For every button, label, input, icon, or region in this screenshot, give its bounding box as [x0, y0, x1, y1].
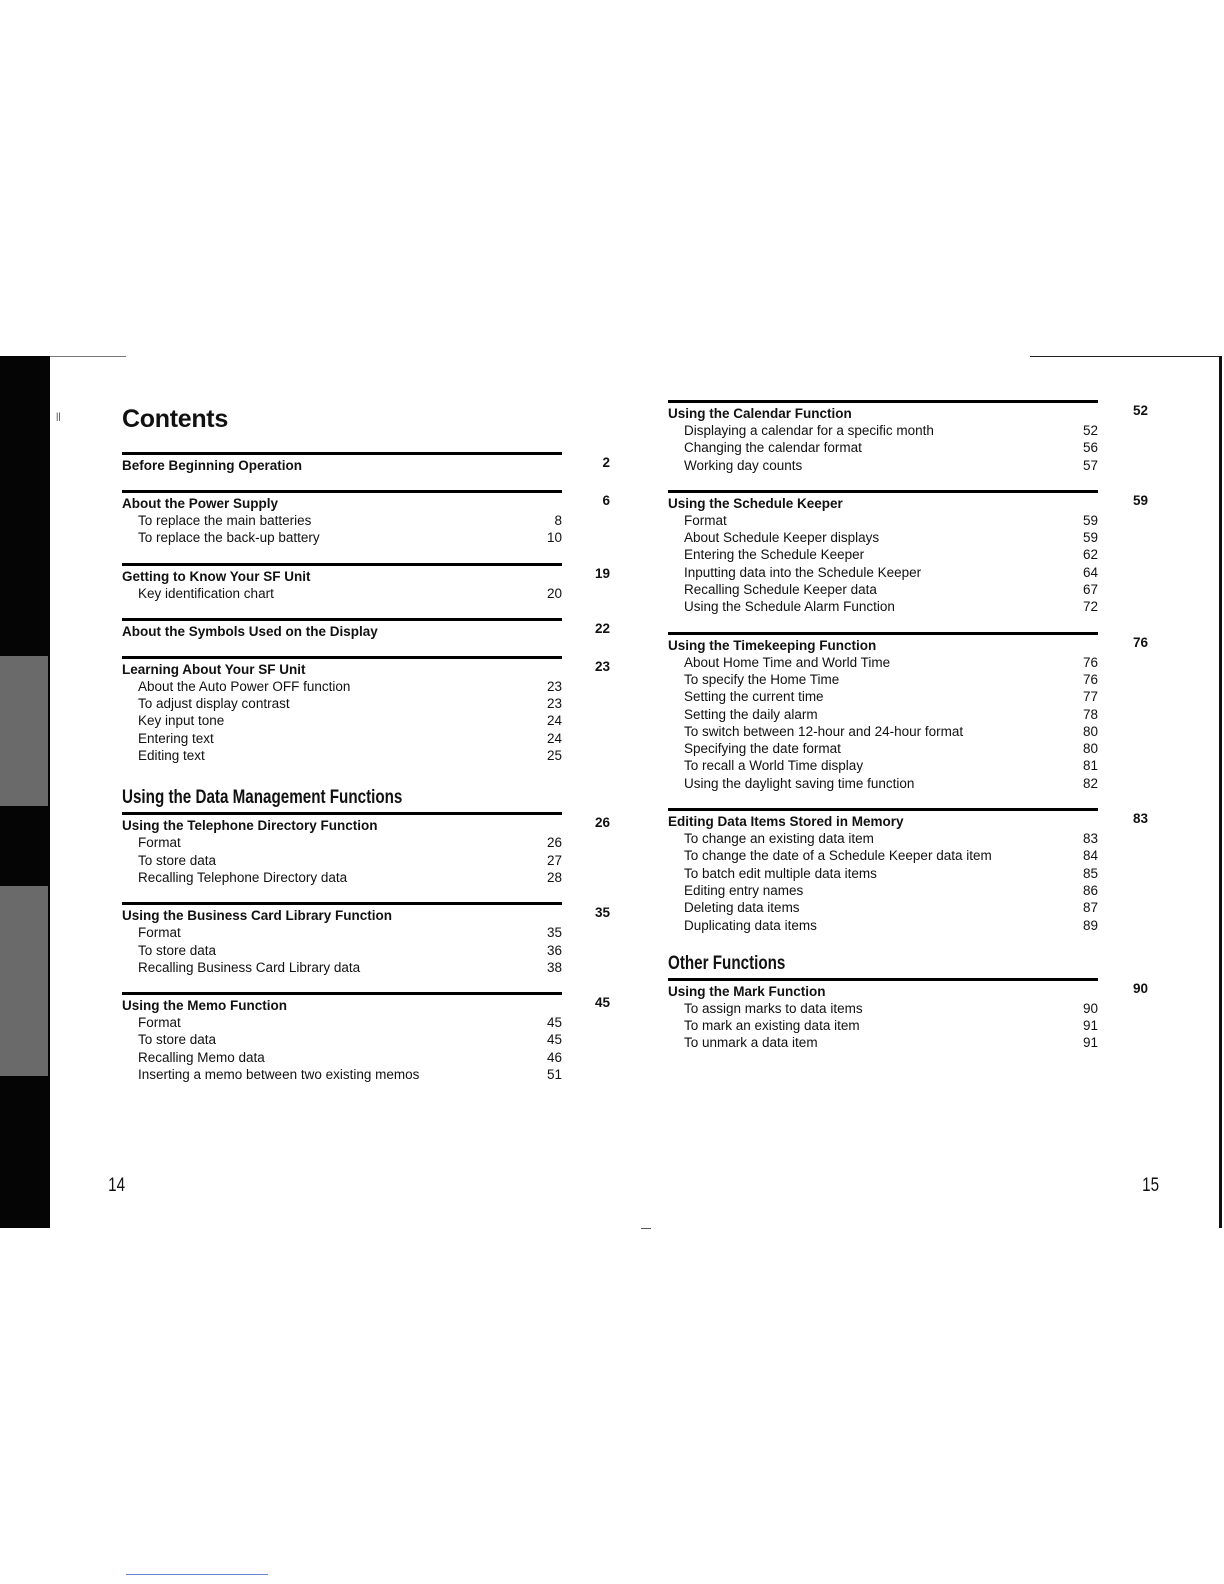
- toc-entry-text: Recalling Schedule Keeper data: [684, 582, 877, 598]
- toc-entry-page: 10: [546, 530, 562, 546]
- scan-corner-mark: ||: [56, 411, 61, 421]
- toc-entry-page: 59: [1082, 512, 1098, 528]
- scan-stain: [0, 886, 48, 1076]
- toc-entry-text: To change the date of a Schedule Keeper data item: [684, 848, 992, 864]
- toc-entry-page: 8: [554, 513, 562, 528]
- section-entries: [122, 1014, 562, 1083]
- toc-entry-page: 38: [546, 959, 562, 975]
- toc-entry-page: 57: [1082, 457, 1098, 473]
- section-title[interactable]: Using the Timekeeping Function: [668, 637, 877, 653]
- toc-section: [122, 812, 610, 886]
- scan-frame-line: [50, 356, 126, 357]
- toc-section: [668, 978, 1152, 1052]
- toc-entry[interactable]: [668, 865, 1098, 882]
- section-entries: [122, 834, 562, 886]
- section-title-row: [122, 812, 562, 834]
- toc-entry[interactable]: [668, 882, 1098, 899]
- scan-frame-left: [0, 356, 50, 1228]
- toc-section: [122, 452, 610, 474]
- toc-entry[interactable]: [122, 529, 562, 546]
- toc-entry-page: 90: [1082, 1000, 1098, 1016]
- toc-entry-text: Format: [138, 835, 181, 851]
- toc-entry-page: 26: [546, 835, 562, 851]
- section-title[interactable]: Learning About Your SF Unit: [122, 661, 306, 677]
- page-number-right: 15: [1142, 1175, 1160, 1196]
- toc-entry-page: 77: [1082, 689, 1098, 705]
- toc-entry[interactable]: [668, 917, 1098, 934]
- toc-entry-text: Displaying a calendar for a specific month: [684, 423, 934, 438]
- toc-entry[interactable]: [668, 688, 1098, 705]
- toc-entry-text: To batch edit multiple data items: [684, 865, 877, 881]
- toc-entry-text: Working day counts: [684, 457, 803, 473]
- toc-entry-text: Recalling Telephone Directory data: [138, 869, 348, 885]
- toc-entry-text: Deleting data items: [684, 900, 800, 916]
- section-page-number: 6: [602, 493, 610, 508]
- section-page-number: 59: [1132, 492, 1148, 508]
- section-title-row: [122, 992, 562, 1014]
- toc-entry-page: 25: [546, 748, 562, 764]
- section-page-number: 90: [1132, 980, 1148, 996]
- section-title-row: [122, 902, 562, 924]
- toc-entry[interactable]: [122, 924, 562, 941]
- left-page: [122, 400, 610, 1099]
- toc-entry-text: Key identification chart: [138, 585, 274, 601]
- section-title-row: [122, 618, 562, 640]
- section-page-number: 45: [594, 995, 610, 1011]
- toc-entry-text: To assign marks to data items: [684, 1000, 863, 1016]
- toc-entry[interactable]: [668, 439, 1098, 456]
- scan-frame-line: [1030, 356, 1220, 357]
- toc-entry-text: Duplicating data items: [684, 917, 817, 933]
- toc-entry-page: 82: [1082, 775, 1098, 791]
- toc-entry-text: To replace the back-up battery: [138, 530, 320, 546]
- toc-entry-text: Recalling Memo data: [138, 1049, 265, 1065]
- toc-entry-page: 85: [1082, 865, 1098, 881]
- toc-entry[interactable]: [668, 1000, 1098, 1017]
- section-title[interactable]: Using the Business Card Library Function: [122, 908, 393, 924]
- toc-entry[interactable]: [668, 847, 1098, 864]
- toc-entry-text: Editing entry names: [684, 882, 804, 898]
- part-heading: Using the Data Management Functions: [122, 787, 403, 809]
- toc-entry-text: Setting the daily alarm: [684, 706, 818, 722]
- section-title-row: [668, 808, 1098, 830]
- scan-bottom-dash: [641, 1228, 651, 1229]
- toc-entry-text: To replace the main batteries: [138, 513, 312, 528]
- right-page: [668, 400, 1152, 1068]
- section-page-number: 83: [1132, 811, 1148, 827]
- toc-section-list: [668, 400, 1152, 934]
- page-title: Contents: [122, 405, 228, 433]
- toc-section: [122, 618, 610, 640]
- toc-entry-text: To specify the Home Time: [684, 671, 840, 687]
- toc-entry[interactable]: [122, 852, 562, 869]
- toc-section-list: [668, 978, 1152, 1052]
- section-page-number: 26: [594, 815, 610, 831]
- toc-entry-page: 46: [546, 1049, 562, 1065]
- section-title[interactable]: Using the Mark Function: [668, 983, 826, 999]
- section-entries: [122, 678, 562, 764]
- section-entries: [668, 830, 1098, 934]
- toc-entry[interactable]: [668, 706, 1098, 723]
- section-entries: [668, 654, 1098, 792]
- toc-entry-text: Using the daylight saving time function: [684, 775, 915, 791]
- section-page-number: 76: [1132, 634, 1148, 650]
- toc-entry-text: To store data: [138, 1032, 217, 1048]
- toc-entry[interactable]: [668, 598, 1098, 615]
- toc-entry-text: Format: [138, 925, 181, 941]
- toc-entry-text: Entering the Schedule Keeper: [684, 547, 865, 563]
- toc-entry-text: Recalling Business Card Library data: [138, 959, 361, 975]
- toc-entry-page: 64: [1082, 564, 1098, 580]
- toc-entry[interactable]: [668, 654, 1098, 671]
- toc-entry[interactable]: [668, 671, 1098, 688]
- toc-entry[interactable]: [668, 830, 1098, 847]
- section-entries: [668, 1000, 1098, 1052]
- toc-entry[interactable]: [122, 585, 562, 602]
- toc-entry-page: 24: [546, 713, 562, 729]
- toc-entry-page: 45: [546, 1032, 562, 1048]
- section-title-row: [122, 452, 562, 474]
- toc-entry-page: 20: [546, 585, 562, 601]
- toc-entry-text: Format: [684, 512, 727, 528]
- toc-entry-page: 91: [1082, 1035, 1098, 1051]
- section-title-row: [668, 400, 1098, 422]
- section-entries: [668, 422, 1098, 474]
- toc-entry-text: Key input tone: [138, 713, 225, 729]
- section-title-row: [668, 632, 1098, 654]
- toc-entry-page: 83: [1082, 831, 1098, 847]
- toc-entry-page: 67: [1082, 582, 1098, 598]
- toc-entry-page: 36: [546, 942, 562, 958]
- section-title-row: [668, 490, 1098, 512]
- toc-entry[interactable]: [122, 678, 562, 695]
- toc-entry-page: 86: [1082, 882, 1098, 898]
- toc-entry-text: About Home Time and World Time: [684, 654, 891, 670]
- toc-entry-page: 80: [1082, 741, 1098, 757]
- toc-section-list: [122, 812, 610, 1083]
- toc-entry-text: About Schedule Keeper displays: [684, 530, 880, 546]
- section-title-row: [122, 563, 562, 585]
- toc-entry[interactable]: [122, 712, 562, 729]
- toc-entry[interactable]: [122, 730, 562, 747]
- section-page-number: 2: [602, 455, 610, 470]
- toc-entry-page: 78: [1082, 706, 1098, 722]
- toc-entry-text: About the Auto Power OFF function: [138, 678, 351, 694]
- toc-entry-text: To store data: [138, 942, 217, 958]
- scan-frame-right-edge: [1219, 356, 1222, 1228]
- toc-entry[interactable]: [122, 1066, 562, 1083]
- toc-entry-page: 72: [1082, 599, 1098, 615]
- toc-entry[interactable]: [668, 775, 1098, 792]
- toc-entry-page: 81: [1082, 758, 1098, 774]
- section-entries: [122, 924, 562, 976]
- toc-entry-page: 62: [1082, 547, 1098, 563]
- scan-stain: [0, 656, 48, 806]
- toc-section: [122, 992, 610, 1083]
- toc-entry-text: To recall a World Time display: [684, 758, 864, 774]
- toc-entry-page: 35: [546, 925, 562, 941]
- section-entries: [122, 512, 562, 547]
- section-page-number: 19: [594, 565, 610, 581]
- toc-section: [668, 808, 1152, 934]
- toc-entry-text: To store data: [138, 852, 217, 868]
- toc-entry-page: 87: [1082, 900, 1098, 916]
- toc-entry-page: 80: [1082, 723, 1098, 739]
- toc-entry-page: 45: [546, 1015, 562, 1031]
- toc-entry-text: Changing the calendar format: [684, 440, 862, 456]
- toc-entry[interactable]: [668, 899, 1098, 916]
- toc-section: [122, 563, 610, 602]
- toc-entry[interactable]: [668, 512, 1098, 529]
- section-title-row: [122, 656, 562, 678]
- toc-entry[interactable]: [122, 942, 562, 959]
- toc-entry-page: 24: [546, 730, 562, 746]
- toc-entry[interactable]: [122, 512, 562, 529]
- toc-entry-text: Inserting a memo between two existing memos: [138, 1067, 420, 1083]
- toc-entry[interactable]: [668, 581, 1098, 598]
- toc-section: [668, 400, 1152, 474]
- toc-section: [122, 656, 610, 764]
- toc-entry-page: 56: [1082, 440, 1098, 456]
- section-page-number: 35: [594, 905, 610, 921]
- toc-entry-text: Setting the current time: [684, 689, 824, 705]
- toc-entry-text: Editing text: [138, 748, 205, 764]
- toc-entry[interactable]: [668, 723, 1098, 740]
- page-number-left: 14: [108, 1175, 126, 1196]
- toc-entry[interactable]: [122, 834, 562, 851]
- toc-entry-page: 23: [546, 696, 562, 712]
- toc-entry[interactable]: [668, 740, 1098, 757]
- toc-section: [122, 902, 610, 976]
- toc-entry[interactable]: [122, 747, 562, 764]
- toc-entry-text: To change an existing data item: [684, 831, 874, 847]
- section-title[interactable]: Using the Memo Function: [122, 998, 287, 1014]
- section-title[interactable]: Using the Schedule Keeper: [668, 495, 843, 511]
- toc-entry[interactable]: [122, 1031, 562, 1048]
- toc-entry-text: Inputting data into the Schedule Keeper: [684, 564, 922, 580]
- section-title[interactable]: Getting to Know Your SF Unit: [122, 568, 311, 584]
- section-title-row: [122, 490, 562, 512]
- toc-entry[interactable]: [122, 695, 562, 712]
- toc-section: [668, 632, 1152, 792]
- toc-entry-text: Specifying the date format: [684, 741, 841, 757]
- toc-entry-text: Entering text: [138, 730, 214, 746]
- part-heading: Other Functions: [668, 952, 786, 974]
- section-title[interactable]: About the Symbols Used on the Display: [122, 623, 378, 639]
- toc-entry[interactable]: [668, 457, 1098, 474]
- section-title[interactable]: Using the Calendar Function: [668, 406, 852, 421]
- toc-entry[interactable]: [122, 959, 562, 976]
- toc-entry[interactable]: [668, 1034, 1098, 1051]
- toc-section: [122, 490, 610, 547]
- toc-entry-page: 76: [1082, 671, 1098, 687]
- toc-entry[interactable]: [122, 1014, 562, 1031]
- toc-entry-page: 52: [1082, 423, 1098, 438]
- toc-entry-text: To unmark a data item: [684, 1035, 818, 1051]
- toc-entry-page: 91: [1082, 1018, 1098, 1034]
- toc-entry[interactable]: [668, 529, 1098, 546]
- toc-entry[interactable]: [668, 757, 1098, 774]
- toc-entry[interactable]: [668, 546, 1098, 563]
- section-page-number: 52: [1132, 403, 1148, 418]
- toc-entry-text: Using the Schedule Alarm Function: [684, 599, 895, 615]
- section-title[interactable]: Before Beginning Operation: [122, 458, 303, 473]
- toc-entry[interactable]: [122, 869, 562, 886]
- section-entries: [122, 585, 562, 602]
- toc-entry-page: 76: [1082, 654, 1098, 670]
- toc-entry[interactable]: [668, 422, 1098, 439]
- toc-entry-page: 23: [546, 678, 562, 694]
- toc-entry-text: To adjust display contrast: [138, 696, 290, 712]
- section-title[interactable]: About the Power Supply: [122, 496, 279, 511]
- toc-entry-text: To switch between 12-hour and 24-hour format: [684, 723, 964, 739]
- toc-entry[interactable]: [122, 1049, 562, 1066]
- toc-entry-page: 51: [546, 1067, 562, 1083]
- toc-section-list: [122, 452, 610, 764]
- toc-entry-page: 89: [1082, 917, 1098, 933]
- section-entries: [668, 512, 1098, 616]
- section-title[interactable]: Editing Data Items Stored in Memory: [668, 814, 904, 830]
- section-page-number: 22: [594, 620, 610, 636]
- toc-entry[interactable]: [668, 564, 1098, 581]
- toc-entry[interactable]: [668, 1017, 1098, 1034]
- scan-bottom-line: [126, 1574, 268, 1575]
- section-title[interactable]: Using the Telephone Directory Function: [122, 818, 378, 834]
- toc-entry-page: 59: [1082, 530, 1098, 546]
- toc-entry-page: 27: [546, 852, 562, 868]
- toc-entry-text: Format: [138, 1015, 181, 1031]
- section-page-number: 23: [594, 658, 610, 674]
- section-title-row: [668, 978, 1098, 1000]
- toc-entry-page: 28: [546, 869, 562, 885]
- toc-section: [668, 490, 1152, 616]
- toc-entry-text: To mark an existing data item: [684, 1018, 860, 1034]
- toc-entry-page: 84: [1082, 848, 1098, 864]
